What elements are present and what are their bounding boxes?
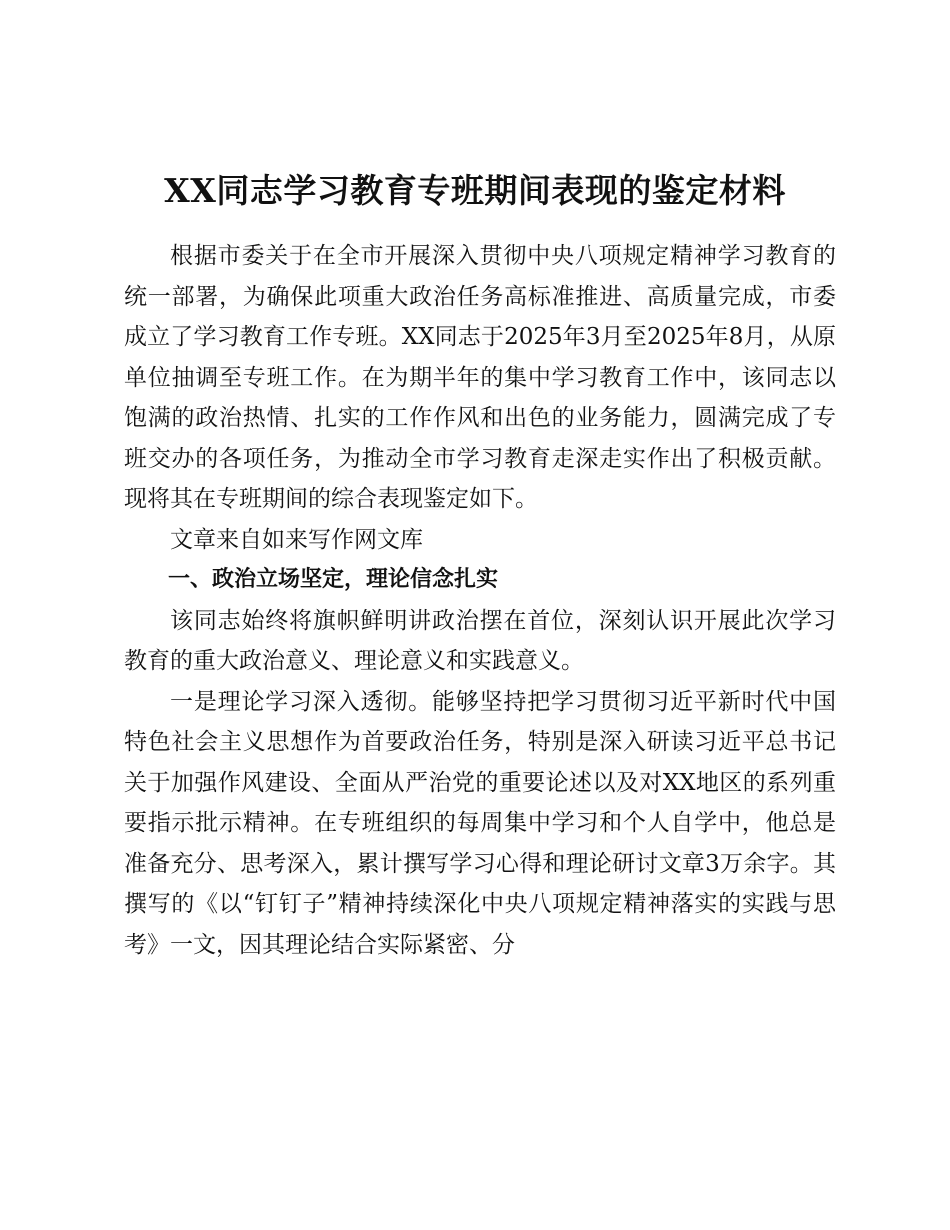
section-paragraph: 一是理论学习深入透彻。能够坚持把学习贯彻习近平新时代中国特色社会主义思想作为首要政治任务，特别是深入研读习近平总书记关于加强作风建设、全面从严治党的重要论述以及对XX地区的系列重要指示批示精神。在专班组织的每周集中学习和个人自学中，他总是准备充分、思考深入，累计撰写学习心得和理论研讨文章3万余字。其撰写的《以“钉钉子”精神持续深化中央八项规定精神落实的实践与思考》一文，因其理论结合实际紧密、分: [124, 688, 836, 958]
source-note: 文章来自如来写作网文库: [170, 526, 423, 553]
document-title: XX同志学习教育专班期间表现的鉴定材料: [164, 171, 786, 210]
section-paragraph: 该同志始终将旗帜鲜明讲政治摆在首位，深刻认识开展此次学习教育的重大政治意义、理论意义和实践意义。: [124, 607, 836, 674]
document-body: [124, 236, 836, 965]
section-heading: 一、政治立场坚定，理论信念扎实: [168, 567, 499, 592]
intro-paragraph: 根据市委关于在全市开展深入贯彻中央八项规定精神学习教育的统一部署，为确保此项重大政治任务高标准推进、高质量完成，市委成立了学习教育工作专班。XX同志于2025年3月至2025年8月，从原单位抽调至专班工作。在为期半年的集中学习教育工作中，该同志以饱满的政治热情、扎实的工作作风和出色的业务能力，圆满完成了专班交办的各项任务，为推动全市学习教育走深走实作出了积极贡献。现将其在专班期间的综合表现鉴定如下。: [124, 243, 836, 512]
